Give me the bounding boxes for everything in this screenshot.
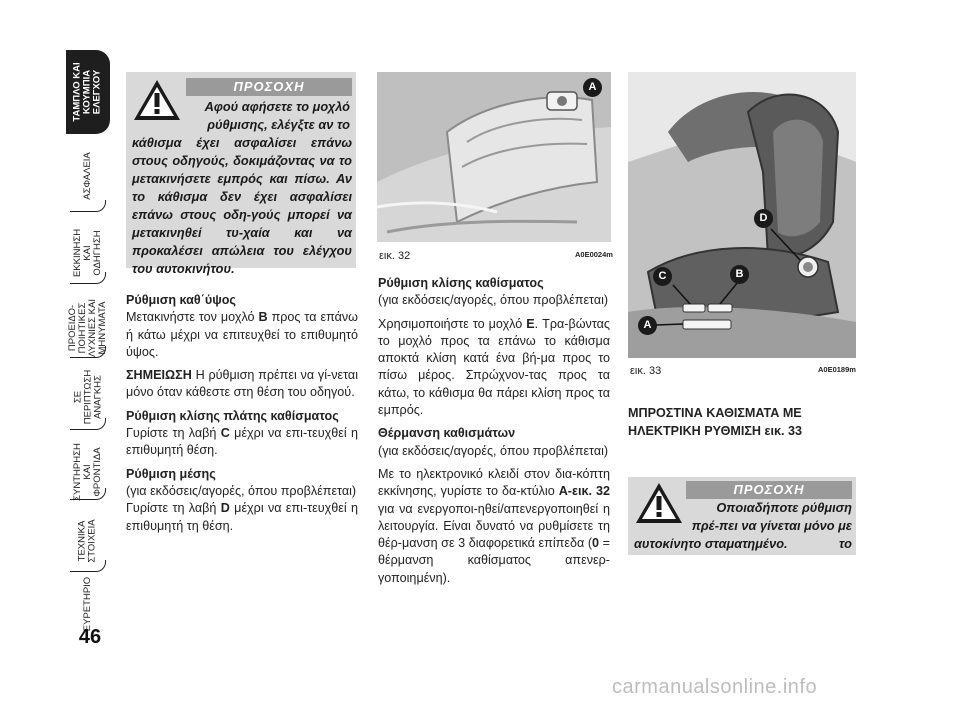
tab-starting-driving[interactable]: ΕΚΚΙΝΗΣΗ ΚΑΙ ΟΔΗΓΗΣΗ — [72, 228, 104, 278]
figure-code: A0E0024m — [575, 250, 613, 259]
page-number: 46 — [78, 626, 102, 648]
section-heading: Ρύθμιση κλίσης πλάτης καθίσματος — [126, 408, 339, 423]
marker-a: A — [583, 78, 602, 97]
tab-dashboard-controls[interactable]: ΤΑΜΠΛΟ ΚΑΙ ΚΟΥΜΠΙΑ ΕΛΕΓΧΟΥ — [66, 50, 110, 134]
tab-divider — [70, 200, 106, 212]
warning-title: ΠΡΟΣΟΧΗ — [186, 78, 352, 96]
tab-safety[interactable]: ΑΣΦΑΛΕΙΑ — [82, 152, 94, 200]
warning-text-lead: Αφού αφήσετε το μοχλό ρύθμισης, ελέγξτε αν το — [204, 99, 350, 132]
marker-a: A — [638, 316, 657, 335]
marker-d: D — [754, 209, 773, 228]
tab-divider — [70, 418, 106, 430]
section-heading: Ρύθμιση κλίσης καθίσματος — [378, 276, 544, 290]
section-heading: Ρύθμιση μέσης — [126, 466, 216, 481]
text-column-1: Ρύθμιση καθ΄ύψος Μετακινήστε τον μοχλό B προς τα επάνω ή κάτω μέχρι να επιτευχθεί το επιθυμητό ύψος. ΣΗΜΕΙΩΣΗ Η ρύθμιση πρέπει να γί-νεται μόνο όταν κάθεστε στη θέση του οδηγού. Ρύθμιση κλίσης πλάτης καθίσματος Γυρίστε τη λαβή C μέχρι να επι-τευχθεί η επιθυμητή θέση. Ρύθμιση μέσης (για εκδόσεις/αγορές, όπου προβλέπεται) Γυρίστε τη λαβή D μέχρι να επι-τευχθεί η επιθυμητή τη θέση. — [126, 293, 358, 533]
figure-33-electric-seat — [628, 72, 856, 358]
tab-divider — [70, 488, 106, 500]
tab-warning-lights[interactable]: ΠΡΟΕΙΔΟ- ΠΟΙΗΤΙΚΕΣ ΛΥΧΝΙΕΣ ΚΑΙ ΜΗΝΥΜΑΤΑ — [67, 299, 109, 357]
marker-c: C — [653, 267, 672, 286]
tab-divider — [70, 272, 106, 284]
figure-caption: εικ. 33 — [630, 365, 662, 377]
section-tabs — [66, 50, 110, 640]
marker-b: B — [730, 265, 749, 284]
figure-caption: εικ. 32 — [379, 250, 411, 262]
tab-technical-data[interactable]: ΤΕΧΝΙΚΑ ΣΤΟΙΧΕΙΑ — [77, 519, 98, 563]
warning-triangle-icon — [132, 78, 182, 127]
text-column-2: Ρύθμιση κλίσης καθίσματος (για εκδόσεις/αγορές, όπου προβλέπεται) Χρησιμοποιήστε το μοχλό E. Τρα-βώντας το μοχλό προς τα επάνω το κάθισμα αποκτά κλίση κατά ένα βή-μα προς το πίσω μέρος. Σπρώχνον-τας προς τα κάτω, το κάθισμα θα πάρει κλίση προς τα εμπρός. Θέρμανση καθισμάτων (για εκδόσεις/αγορές, όπου προβλέπεται) Με το ηλεκτρονικό κλειδί στον δια-κόπτη εκκίνησης, γυρίστε το δα-κτύλιο A-εικ. 32 για να ενεργοποι-ηθεί/απενεργοποιηθεί η λειτουργία. Είναι δυνατό να ρυθμίσετε τη θέρ-μανση σε 3 διαφορετικά επίπεδα (0 = θέρμανση καθίσματος απενερ-γοποιημένη). — [378, 276, 610, 585]
figure-code: A0E0189m — [818, 365, 856, 374]
figure-32-seat-heating-dial — [377, 72, 611, 242]
warning-title: ΠΡΟΣΟΧΗ — [686, 481, 852, 499]
tab-maintenance[interactable]: ΣΥΝΤΗΡΗΣΗ ΚΑΙ ΦΡΟΝΤΙΔΑ — [72, 443, 104, 501]
warning-box — [628, 477, 856, 555]
section-heading: Θέρμανση καθισμάτων — [378, 426, 516, 441]
watermark: carmanualsonline.info — [612, 676, 818, 698]
section-title-electric-seats: ΜΠΡΟΣΤΙΝΑ ΚΑΘΙΣΜΑΤΑ ΜΕ ΗΛΕΚΤΡΙΚΗ ΡΥΘΜΙΣΗ εικ. 33 — [628, 406, 803, 438]
tab-divider — [70, 560, 106, 572]
tab-emergency[interactable]: ΣΕ ΠΕΡΙΠΤΩΣΗ ΑΝΑΓΚΗΣ — [72, 369, 103, 425]
warning-text-body: κάθισμα έχει ασφαλίσει επάνω στους οδηγούς, δοκιμάζοντας να το μετακινήσετε εμπρός και πίσω. Αν το κάθισμα δεν έχει ασφαλίσει επάνω στους οδη-γούς μπορεί να μετακινηθεί τυ-χαία και να προκαλέσει απώλεια του ελέγχου του αυτοκινήτου. — [132, 135, 352, 276]
warning-text-lead: Οποιαδήποτε ρύθμιση πρέ-πει να γίνεται μόνο με το — [691, 500, 852, 551]
warning-text-body: αυτοκίνητο σταματημένο. — [634, 536, 788, 551]
section-heading: Ρύθμιση καθ΄ύψος — [126, 293, 236, 307]
note-label: ΣΗΜΕΙΩΣΗ — [126, 368, 192, 383]
warning-triangle-icon — [634, 481, 684, 530]
tab-divider — [70, 346, 106, 358]
tab-index[interactable]: ΕΥΡΕΤΗΡΙΟ — [82, 576, 93, 632]
warning-box — [126, 72, 356, 276]
